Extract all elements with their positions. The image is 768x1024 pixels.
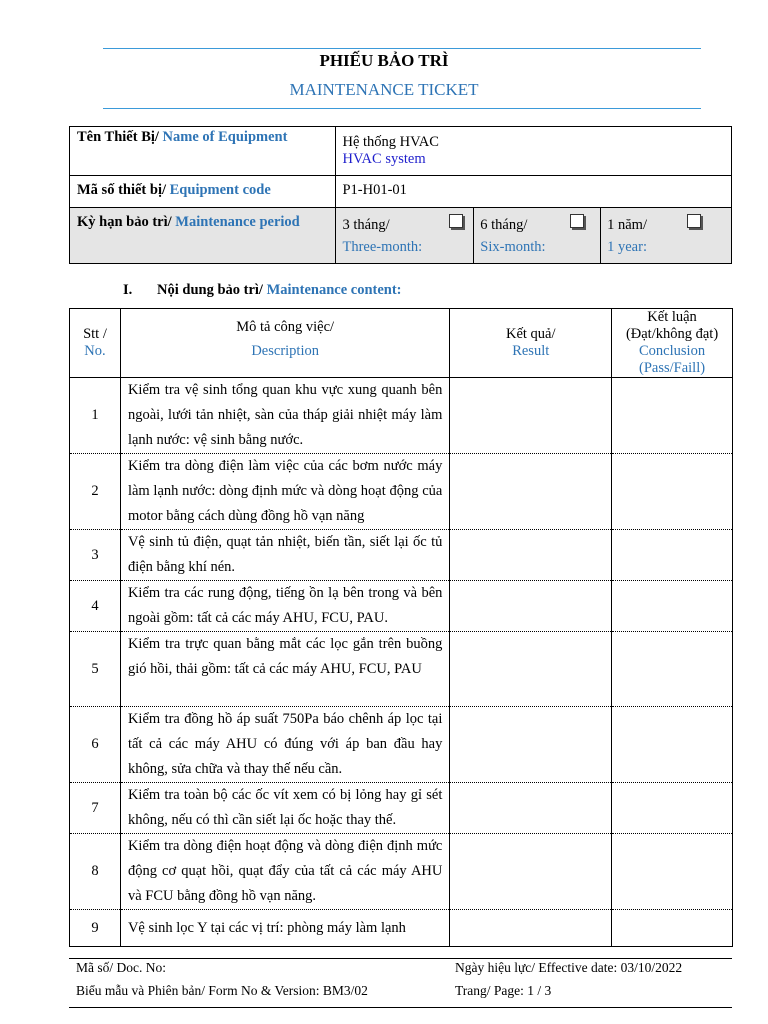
row-description: Kiểm tra vệ sinh tổng quan khu vực xung quanh bên ngoài, lưới tản nhiệt, sàn của tháp giải nhiệt máy làm lạnh nước: vệ sinh bằng nước.: [120, 378, 449, 454]
footer-effective-date: Ngày hiệu lực/ Effective date: 03/10/2022: [455, 960, 683, 975]
row-description: Kiểm tra đồng hồ áp suất 750Pa báo chênh áp lọc tại tất cả các máy AHU có đúng với áp ban đầu hay không, sửa chữa và thay thế nếu cần.: [120, 707, 449, 783]
table-row: [70, 707, 733, 783]
footer-page-number: Trang/ Page: 1 / 3: [455, 983, 552, 998]
row-result[interactable]: [450, 454, 612, 530]
period-six-month: 6 tháng/ Six-month:: [474, 208, 601, 264]
equipment-code-label: Mã số thiết bị/ Equipment code: [70, 176, 336, 208]
one-year-checkbox[interactable]: [687, 214, 701, 228]
row-number: 3: [70, 530, 121, 581]
row-result[interactable]: [450, 910, 612, 947]
period-one-year: 1 năm/ 1 year:: [601, 208, 732, 264]
row-result[interactable]: [450, 530, 612, 581]
equipment-name-value: Hệ thống HVAC HVAC system: [336, 127, 732, 176]
equipment-name-label: Tên Thiết Bị/ Name of Equipment: [70, 127, 336, 176]
maintenance-content-table: [69, 308, 733, 947]
row-description: Kiểm tra dòng điện làm việc của các bơm nước máy làm lạnh nước: dòng định mức và dòng hoạt động của motor bằng cách dùng đồng hồ vạn năng: [120, 454, 449, 530]
row-conclusion[interactable]: [612, 530, 733, 581]
row-number: 7: [70, 783, 121, 834]
three-month-checkbox[interactable]: [449, 214, 463, 228]
maintenance-period-label: Kỳ hạn bảo trì/ Maintenance period: [70, 208, 336, 264]
equipment-info-table: [69, 126, 732, 264]
header-top-rule: [103, 48, 701, 49]
equipment-code-value: P1-H01-01: [336, 176, 732, 208]
footer-doc-no: Mã số/ Doc. No:: [76, 960, 166, 975]
row-number: 6: [70, 707, 121, 783]
table-row: [70, 454, 733, 530]
row-number: 5: [70, 632, 121, 707]
row-result[interactable]: [450, 783, 612, 834]
row-result[interactable]: [450, 632, 612, 707]
row-conclusion[interactable]: [612, 707, 733, 783]
header-bottom-rule: [103, 108, 701, 109]
row-number: 1: [70, 378, 121, 454]
row-description: Kiểm tra trực quan bằng mắt các lọc gắn trên buồng gió hồi, thải gồm: tất cả các máy AHU, FCU, PAU: [120, 632, 449, 707]
row-number: 8: [70, 834, 121, 910]
row-conclusion[interactable]: [612, 834, 733, 910]
table-row: [70, 910, 733, 947]
table-row: [70, 581, 733, 632]
period-three-month: 3 tháng/ Three-month:: [336, 208, 474, 264]
header-stt: Stt / No.: [70, 309, 121, 378]
row-description: Kiểm tra các rung động, tiếng ồn lạ bên trong và bên ngoài gồm: tất cả các máy AHU, FCU, PAU.: [120, 581, 449, 632]
row-conclusion[interactable]: [612, 632, 733, 707]
row-description: Vệ sinh lọc Y tại các vị trí: phòng máy làm lạnh: [120, 910, 449, 947]
table-row: [70, 530, 733, 581]
footer-form-version: Biểu mẫu và Phiên bản/ Form No & Version: BM3/02: [76, 983, 368, 998]
table-row: [70, 632, 733, 707]
row-conclusion[interactable]: [612, 378, 733, 454]
row-result[interactable]: [450, 581, 612, 632]
row-number: 4: [70, 581, 121, 632]
row-result[interactable]: [450, 707, 612, 783]
row-conclusion[interactable]: [612, 783, 733, 834]
footer-bottom-rule: [69, 1007, 732, 1008]
table-row: [70, 378, 733, 454]
header-conclusion: Kết luận (Đạt/không đạt) Conclusion (Pass/Faill): [612, 309, 733, 378]
row-result[interactable]: [450, 834, 612, 910]
title-english: MAINTENANCE TICKET: [289, 80, 479, 99]
row-number: 9: [70, 910, 121, 947]
row-description: Vệ sinh tủ điện, quạt tản nhiệt, biến tần, siết lại ốc tủ điện bằng khí nén.: [120, 530, 449, 581]
section-heading: I. Nội dung bảo trì/ Maintenance content:: [123, 282, 402, 298]
header-description: Mô tả công việc/ Description: [120, 309, 449, 378]
footer-top-rule: [69, 958, 732, 959]
title-vietnamese: PHIẾU BẢO TRÌ: [319, 51, 449, 70]
row-description: Kiểm tra toàn bộ các ốc vít xem có bị lỏng hay gỉ sét không, nếu có thì cần siết lại ốc hoặc thay thế.: [120, 783, 449, 834]
row-conclusion[interactable]: [612, 454, 733, 530]
row-conclusion[interactable]: [612, 910, 733, 947]
row-description: Kiểm tra dòng điện hoạt động và dòng điện định mức động cơ quạt hồi, quạt đẩy của tất cả các máy AHU và FCU bằng đồng hồ vạn năng.: [120, 834, 449, 910]
row-number: 2: [70, 454, 121, 530]
table-row: [70, 834, 733, 910]
header-result: Kết quả/ Result: [450, 309, 612, 378]
six-month-checkbox[interactable]: [570, 214, 584, 228]
row-result[interactable]: [450, 378, 612, 454]
table-row: [70, 783, 733, 834]
row-conclusion[interactable]: [612, 581, 733, 632]
